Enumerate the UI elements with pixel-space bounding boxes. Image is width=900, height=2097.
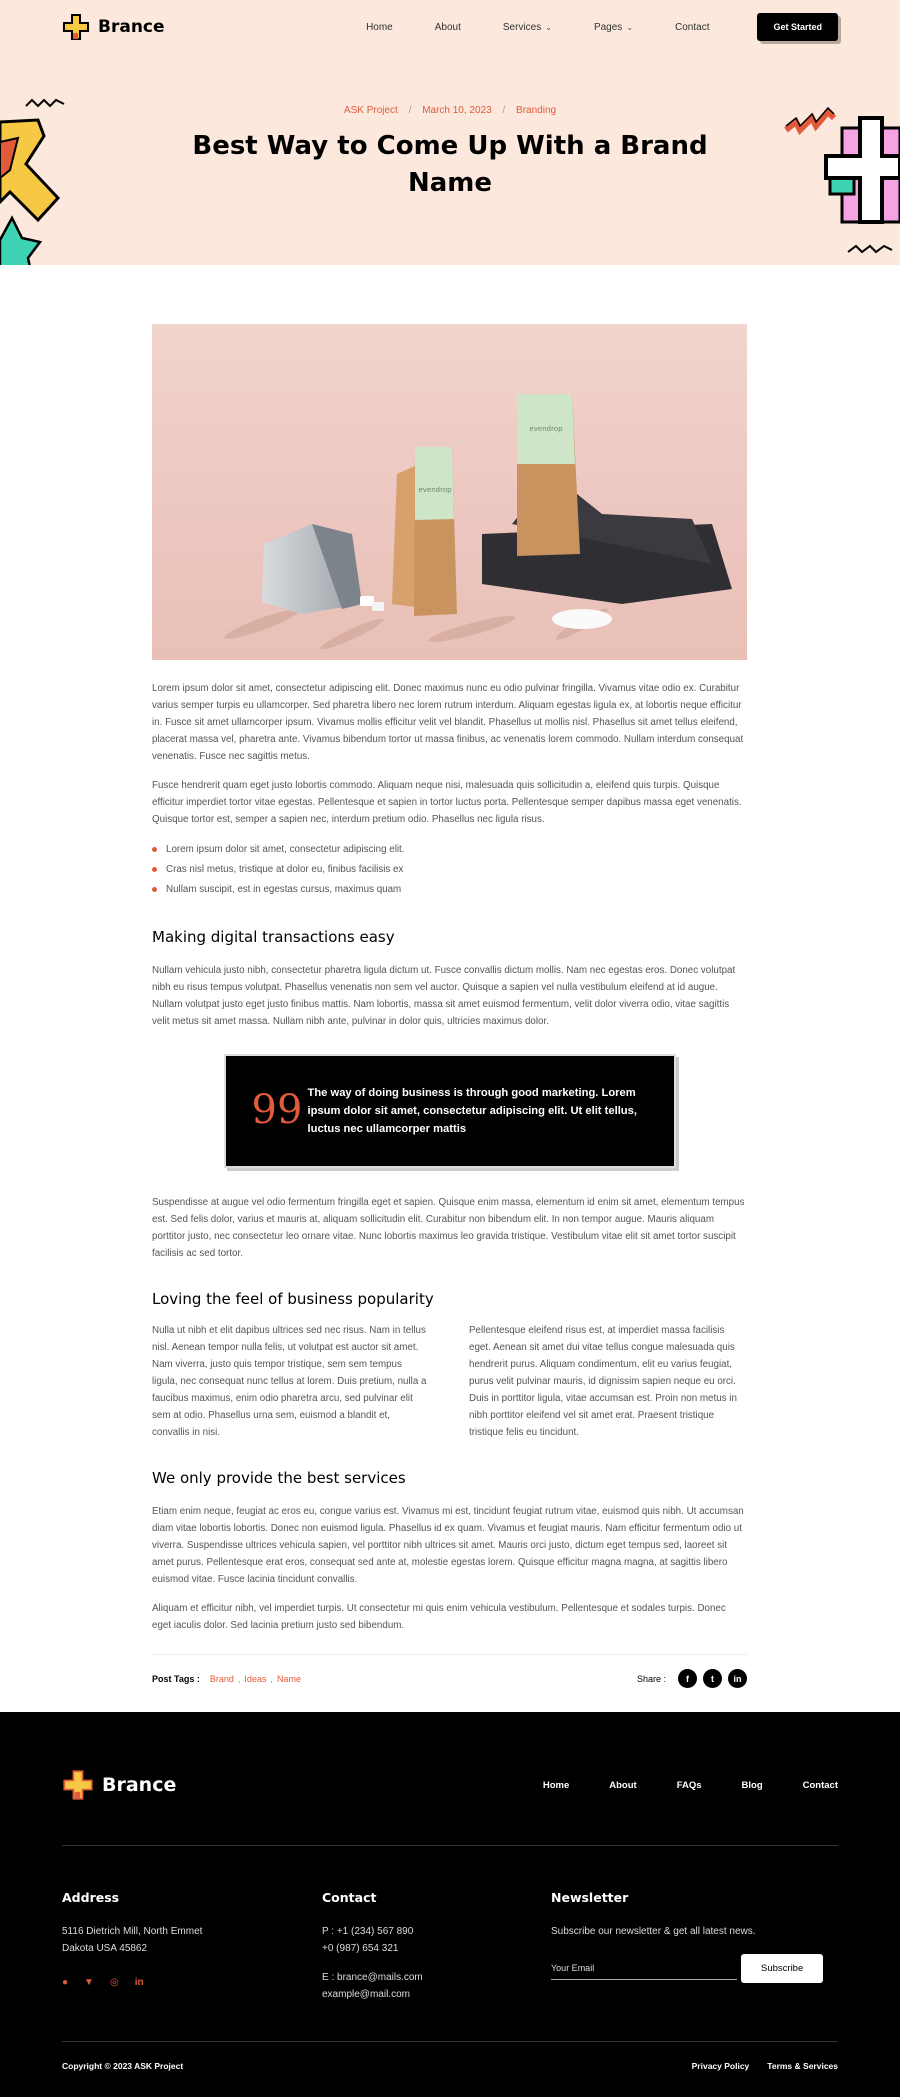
- newsletter-email-input[interactable]: [551, 1957, 737, 1980]
- tag-separator: ,: [270, 1673, 273, 1684]
- pack-brand: evendrop: [529, 425, 563, 433]
- email-line[interactable]: example@mail.com: [322, 1989, 410, 2000]
- address-line: Dakota USA 45862: [62, 1943, 148, 1954]
- nav-label: Services: [502, 21, 542, 33]
- lightning-decoration-icon: [0, 92, 70, 265]
- footer-address: [62, 1890, 202, 1988]
- footer-link-blog[interactable]: Blog: [741, 1779, 763, 1791]
- post-category-link[interactable]: Branding: [516, 105, 557, 116]
- footer-divider: [62, 2041, 838, 2042]
- intro-paragraph: Lorem ipsum dolor sit amet, consectetur adipiscing elit. Donec maximus nunc eu odio pulvinar fringilla. Vivamus vitae odio ex. Curabitur varius semper turpis eu ullamcorper. Sed pharetra libero nec lorem rutrum interdum. Aliquam egestas ligula ex, at lobortis neque efficitur in. Fusce sit amet ullamcorper ipsum. Vivamus mollis efficitur velit vel blandit. Phasellus ut mollis nisl. Phasellus sit amet tellus eleifend, placerat massa vel, pharetra ante. Vivamus bibendum tortor ut massa finibus, ac venenatis lorem commodo. Nullam interdum consequat venenatis. Fusce nec sagittis metus.: [152, 683, 744, 762]
- tag-separator: ,: [237, 1673, 241, 1684]
- footer-divider: [62, 1845, 838, 1846]
- brand-name: Brance: [98, 17, 165, 37]
- quote-text: The way of doing business is through good marketing. Lorem ipsum dolor sit amet, consectetur adipiscing elit. Ut elit tellus, luctus nec ullamcorper mattis: [307, 1087, 637, 1135]
- footer-social: [62, 1977, 202, 1988]
- footer-link-about[interactable]: About: [609, 1779, 637, 1791]
- footer-brand-name: Brance: [102, 1774, 177, 1796]
- footer-contact: [322, 1890, 423, 2003]
- site-footer: [0, 1712, 900, 2097]
- facebook-icon[interactable]: f: [678, 1669, 697, 1688]
- hero-section: [0, 0, 900, 265]
- post-date: March 10, 2023: [422, 105, 492, 116]
- tag-link[interactable]: Brand: [209, 1673, 234, 1684]
- nav-item-home[interactable]: [366, 22, 393, 33]
- two-column-text: [152, 1322, 747, 1441]
- newsletter-heading: Newsletter: [551, 1890, 629, 1905]
- post-author-link[interactable]: ASK Project: [343, 105, 398, 116]
- nav-label: Contact: [675, 21, 710, 33]
- paragraph: Suspendisse at augue vel odio fermentum fringilla eget et sapien. Quisque enim massa, elementum id enim sit amet, elementum tempus est. Sed felis dolor, varius et mauris at, aliquam sollicitudin elit. Curabitur non bibendum elit. In non tempor augue. Mauris aliquam porttitor justo, nec consectetur leo ornare vitae. Nunc lobortis maximus leo gravida tristique. Vestibulum vitae elit sit amet tortor suscipit facilisis ac sed tortor.: [152, 1197, 745, 1259]
- tag-link[interactable]: Ideas: [244, 1673, 267, 1684]
- facebook-icon[interactable]: ●: [62, 1977, 69, 1988]
- legal-links: [692, 2061, 838, 2071]
- subscribe-button[interactable]: Subscribe: [741, 1954, 823, 1983]
- paragraph: Fusce hendrerit quam eget justo lobortis commodo. Aliquam neque nisi, malesuada quis sollicitudin a, eleifend quis turpis. Quisque efficitur imperdiet tortor vitae egestas. Pellentesque et sapien in tortor luctus porta. Pellentesque semper dapibus massa eget venenatis. Quisque tortor est, semper a sapien nec, interdum pretium odio. Phasellus nec ligula risus.: [152, 780, 742, 825]
- instagram-icon[interactable]: ◎: [109, 1977, 119, 1988]
- footer-link-home[interactable]: Home: [542, 1779, 570, 1791]
- twitter-icon[interactable]: ▼: [84, 1977, 94, 1988]
- paragraph: Nullam vehicula justo nibh, consectetur pharetra ligula dictum ut. Fusce convallis dictum mollis. Nam nec egestas eros. Donec volutpat nibh eu risus tempus volutpat. Phasellus venenatis non sem vel auctor. Quisque a sapien vel nulla vestibulum eleifend at id augue. Nullam volutpat justo eget justo finibus mattis. Nam lobortis, massa sit amet euismod fermentum, velit dolor viverra odio, vitae sagittis velit metus sit amet massa. Nullam nibh ante, pulvinar in dolor quis, ultricies maximus dolor.: [152, 965, 736, 1027]
- cross-logo-icon: [62, 13, 90, 41]
- quote-mark-icon: 99: [251, 1087, 303, 1133]
- pull-quote: [224, 1054, 676, 1168]
- page-title: Best Way to Come Up With a Brand Name: [192, 131, 708, 198]
- address-line: 5116 Dietrich Mill, North Emmet: [62, 1926, 203, 1937]
- nav-item-services[interactable]: [503, 22, 552, 33]
- chevron-down-icon: ⌄: [545, 22, 552, 32]
- product-photo-icon: [152, 324, 747, 660]
- tags-label: Post Tags :: [152, 1673, 200, 1684]
- footer-bottom: [62, 2061, 838, 2071]
- list-item: Nullam suscipit, est in egestas cursus, maximus quam: [152, 880, 747, 900]
- share-label: Share :: [636, 1673, 666, 1684]
- get-started-button[interactable]: Get Started: [757, 13, 838, 41]
- contact-heading: Contact: [322, 1890, 377, 1905]
- address-heading: Address: [62, 1890, 120, 1905]
- phone-line: P : +1 (234) 567 890: [322, 1926, 414, 1937]
- privacy-policy-link[interactable]: Privacy Policy: [691, 2061, 750, 2071]
- section-heading: Making digital transactions easy: [152, 928, 395, 946]
- post-tags-row: [152, 1654, 747, 1688]
- nav-item-pages[interactable]: [594, 22, 633, 33]
- linkedin-icon[interactable]: in: [728, 1669, 747, 1688]
- column-right: Pellentesque eleifend risus est, at imperdiet massa facilisis eget. Aenean sit amet dui vitae tellus congue malesuada quis hendrerit purus. Aliquam condimentum, elit eu varius feugiat, purus velit pulvinar mauris, id dignissim sapien neque eu orci. Duis in porttitor ligula, vitae accumsan est. Proin non metus in nibh porttitor eleifend vel sit amet erat. Praesent tristique tristique felis eu tincidunt.: [469, 1325, 737, 1438]
- meta-separator: /: [502, 105, 506, 116]
- brand-logo[interactable]: [62, 13, 165, 41]
- nav-label: About: [434, 21, 461, 33]
- cross-decoration-icon: [782, 104, 900, 264]
- main-nav: [62, 12, 838, 42]
- section-heading: We only provide the best services: [152, 1469, 406, 1487]
- footer-menu: [543, 1780, 838, 1791]
- copyright-text: Copyright © 2023 ASK Project: [62, 2061, 184, 2071]
- bullet-list: [152, 840, 747, 900]
- nav-label: Pages: [593, 21, 623, 33]
- paragraph: Aliquam et efficitur nibh, vel imperdiet turpis. Ut consectetur mi quis enim vehicula vestibulum. Pellentesque et sodales turpis. Donec eget iaculis dolor. Sed lacinia pretium justo sed bibendum.: [152, 1603, 726, 1631]
- featured-image: [152, 324, 747, 660]
- terms-link[interactable]: Terms & Services: [767, 2061, 838, 2071]
- nav-item-contact[interactable]: [675, 22, 709, 33]
- email-line[interactable]: E : brance@mails.com: [322, 1972, 423, 1983]
- chevron-down-icon: ⌄: [626, 22, 634, 32]
- column-left: Nulla ut nibh et elit dapibus ultrices sed nec risus. Nam in tellus nisl. Aenean tempor nulla felis, ut volutpat est auctor sit amet. Nam viverra, justo quis tempor tristique, sem sem tempus ligula, nec consequat nunc tellus at lorem. Duis pretium, nulla a faucibus maximus, enim odio pharetra arcu, sed pulvinar elit sem at odio. Phasellus urna sem, euismod a blandit et, convallis in nisi.: [152, 1325, 427, 1438]
- nav-menu: [366, 22, 709, 33]
- footer-top: [62, 1769, 838, 1801]
- post-meta: [0, 105, 900, 116]
- footer-newsletter: [551, 1890, 823, 1983]
- nav-label: Home: [366, 21, 393, 33]
- pack-brand: evendrop: [418, 486, 452, 494]
- newsletter-form: [551, 1954, 823, 1983]
- twitter-icon[interactable]: t: [703, 1669, 722, 1688]
- section-heading: Loving the feel of business popularity: [152, 1290, 434, 1308]
- nav-item-about[interactable]: [435, 22, 461, 33]
- cross-logo-icon: [62, 1769, 94, 1801]
- meta-separator: /: [408, 105, 412, 116]
- footer-logo[interactable]: [62, 1769, 176, 1801]
- article-body: [152, 324, 747, 1688]
- linkedin-icon[interactable]: in: [134, 1977, 144, 1988]
- list-item: Lorem ipsum dolor sit amet, consectetur adipiscing elit.: [152, 840, 747, 860]
- share-group: [637, 1669, 747, 1688]
- paragraph: Etiam enim neque, feugiat ac eros eu, congue varius est. Vivamus mi est, tincidunt feugiat rutrum vitae, euismod quis nibh. Ut accumsan diam vitae lobortis lobortis. Donec non euismod ligula. Phasellus id ex quam. Vivamus et feugiat mauris. Nam efficitur fermentum odio ut viverra. Suspendisse ultrices vehicula sapien, vel porttitor nibh ultrices sit amet. Mauris orci justo, dictum eget tempus sed, laoreet sit amet purus. Pellentesque erat eros, consequat sed ante at, molestie egestas lorem. Quisque efficitur magna magna, at sagittis libero euismod vitae. Fusce lacinia tincidunt convallis.: [152, 1506, 744, 1585]
- phone-line: +0 (987) 654 321: [322, 1943, 399, 1954]
- tag-link[interactable]: Name: [276, 1673, 301, 1684]
- footer-link-contact[interactable]: Contact: [802, 1779, 838, 1791]
- newsletter-text: Subscribe our newsletter & get all latest news.: [551, 1926, 756, 1937]
- footer-link-faqs[interactable]: FAQs: [676, 1779, 702, 1791]
- list-item: Cras nisl metus, tristique at dolor eu, finibus facilisis ex: [152, 860, 747, 880]
